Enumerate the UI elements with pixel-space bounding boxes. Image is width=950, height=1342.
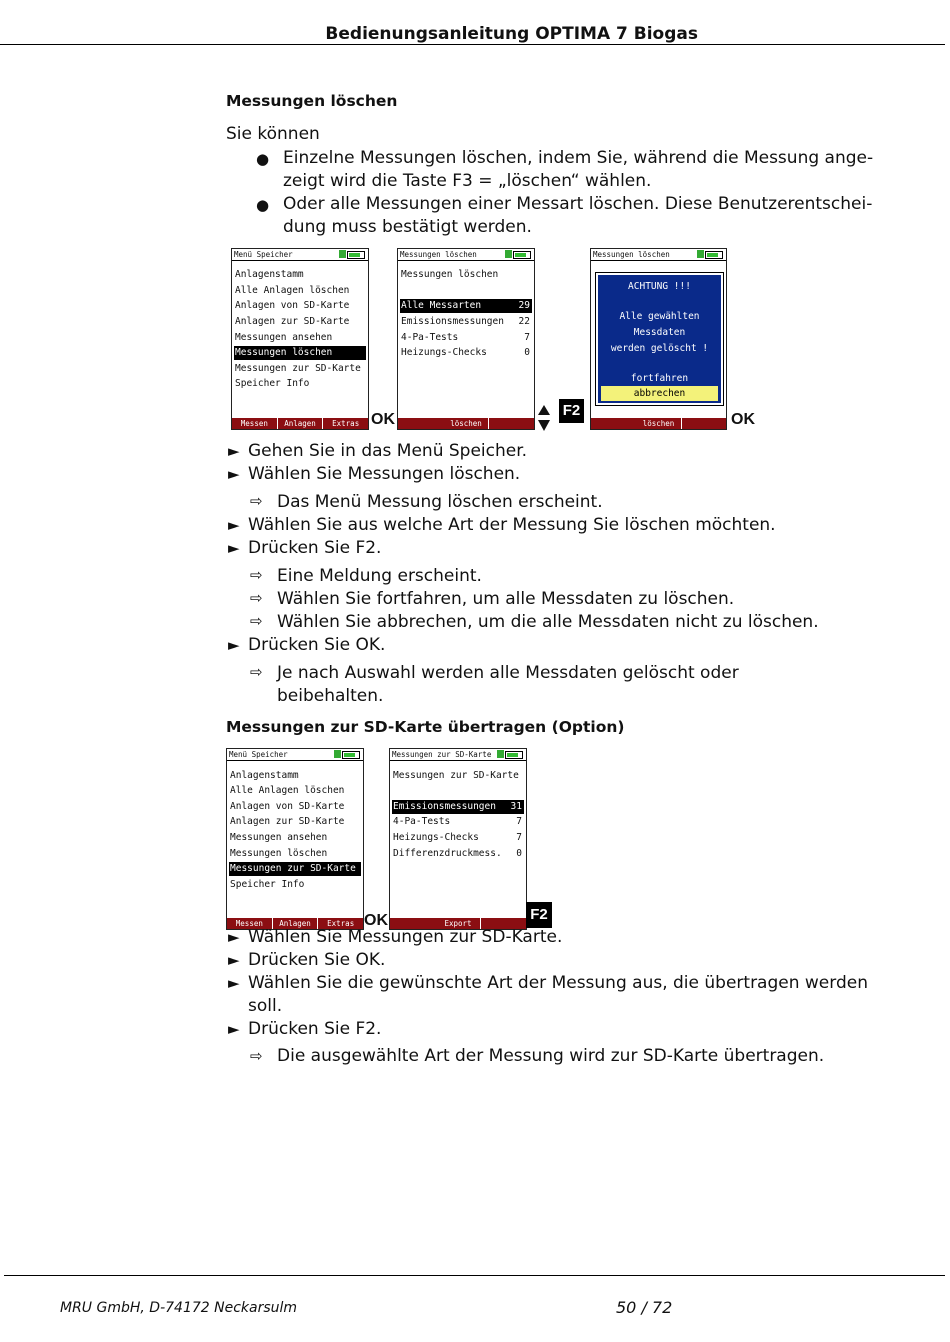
option-continue[interactable]: fortfahren [630, 373, 689, 384]
dialog-title: ACHTUNG !!! [628, 281, 691, 292]
action-arrow-icon: ► [228, 1020, 240, 1038]
battery-icon [347, 251, 365, 259]
bullet-icon: ● [256, 196, 270, 214]
plug-icon [334, 750, 341, 758]
step-text: Wählen Sie die gewünschte Art der Messung aus, die übertragen werden [248, 973, 868, 993]
result-arrow-icon: ⇨ [250, 663, 263, 681]
list-item[interactable] [392, 847, 524, 861]
item-label: Emissionsmessungen [401, 316, 504, 327]
footer-rule [4, 1275, 945, 1276]
list-item-selected[interactable] [392, 800, 524, 814]
item-label: Heizungs-Checks [401, 347, 487, 358]
item-count: 7 [524, 332, 530, 343]
device-screen-warning [590, 248, 727, 430]
result-text: Wählen Sie abbrechen, um die alle Messdaten nicht zu löschen. [277, 612, 819, 632]
function-key-bar [232, 418, 368, 429]
bullet-icon: ● [256, 150, 270, 168]
screen-subtitle: Messungen löschen [401, 269, 499, 280]
menu-item[interactable]: Anlagen von SD-Karte [230, 801, 345, 812]
plug-icon [339, 250, 346, 258]
item-label: 4-Pa-Tests [401, 332, 459, 343]
battery-icon [505, 751, 523, 759]
bullet-line: zeigt wird die Taste F3 = „löschen“ wählen. [283, 171, 652, 191]
battery-icon [705, 251, 723, 259]
screen-subtitle: Messungen zur SD-Karte [393, 770, 519, 781]
item-label: 4-Pa-Tests [393, 816, 451, 827]
step-text: Wählen Sie Messungen zur SD-Karte. [248, 927, 563, 947]
step-text: Wählen Sie aus welche Art der Messung Sie löschen möchten. [248, 515, 776, 535]
step-text: Wählen Sie Messungen löschen. [248, 464, 521, 484]
item-count: 29 [518, 300, 530, 311]
action-arrow-icon: ► [228, 974, 240, 992]
section-heading: Messungen zur SD-Karte übertragen (Option) [226, 718, 625, 736]
menu-item[interactable]: Anlagen von SD-Karte [235, 300, 350, 311]
document-title: Bedienungsanleitung OPTIMA 7 Biogas [325, 24, 698, 44]
device-screen-messungen-sd [389, 748, 527, 930]
result-text: Die ausgewählte Art der Messung wird zur SD-Karte übertragen. [277, 1046, 825, 1066]
section-heading: Messungen löschen [226, 92, 398, 110]
list-item[interactable] [400, 346, 532, 360]
item-count: 0 [524, 347, 530, 358]
fkey-f2[interactable]: Anlagen [278, 418, 324, 429]
menu-item[interactable]: Anlagenstamm [235, 269, 304, 280]
action-arrow-icon: ► [228, 928, 240, 946]
item-count: 22 [518, 316, 530, 327]
menu-item[interactable]: Messungen zur SD-Karte [235, 363, 361, 374]
fkey-f2[interactable]: löschen [636, 418, 681, 429]
page-number: 50 / 72 [616, 1298, 673, 1317]
fkey-f1[interactable]: Messen [227, 918, 273, 929]
fkey-f2[interactable]: Anlagen [273, 918, 319, 929]
list-item[interactable] [392, 815, 524, 829]
screen-title: Messungen zur SD-Karte [390, 749, 526, 761]
list-item[interactable] [392, 831, 524, 845]
action-arrow-icon: ► [228, 951, 240, 969]
up-down-arrows-icon [537, 404, 551, 432]
fkey-f3[interactable]: Extras [327, 919, 355, 928]
screen-title: Messungen löschen [591, 249, 726, 261]
menu-item-selected[interactable]: Messungen zur SD-Karte [229, 862, 361, 876]
screen-title: Menü Speicher [227, 749, 363, 761]
result-arrow-icon: ⇨ [250, 566, 263, 584]
dialog-text: Alle gewählten [619, 311, 700, 322]
list-item[interactable] [400, 331, 532, 345]
screen-title: Messungen löschen [398, 249, 534, 261]
fkey-f2[interactable]: Export [436, 918, 482, 929]
item-count: 7 [516, 816, 522, 827]
fkey-f3[interactable]: Extras [332, 419, 360, 428]
item-label: Alle Messarten [401, 300, 482, 311]
bullet-line: Einzelne Messungen löschen, indem Sie, während die Messung ange- [283, 148, 874, 168]
f2-key-label: F2 [559, 399, 584, 423]
menu-item[interactable]: Messungen ansehen [230, 832, 328, 843]
header-rule [0, 44, 945, 45]
result-arrow-icon: ⇨ [250, 612, 263, 630]
bullet-line: Oder alle Messungen einer Messart löschen. Diese Benutzerentschei- [283, 194, 873, 214]
dialog-text: Messdaten [633, 327, 686, 338]
screen-title: Menü Speicher [232, 249, 368, 261]
item-count: 7 [516, 832, 522, 843]
menu-item[interactable]: Messungen ansehen [235, 332, 333, 343]
plug-icon [505, 250, 512, 258]
result-text: beibehalten. [277, 686, 384, 706]
list-item[interactable] [400, 315, 532, 329]
menu-item[interactable]: Alle Anlagen löschen [230, 785, 345, 796]
step-text: Drücken Sie F2. [248, 538, 382, 558]
step-text: Drücken Sie F2. [248, 1019, 382, 1039]
footer-company: MRU GmbH, D-74172 Neckarsulm [60, 1300, 298, 1316]
ok-key-label: OK [364, 912, 388, 929]
action-arrow-icon: ► [228, 442, 240, 460]
warning-dialog [596, 273, 723, 405]
action-arrow-icon: ► [228, 465, 240, 483]
menu-item-selected[interactable]: Messungen löschen [234, 346, 366, 360]
menu-item[interactable]: Messungen löschen [230, 848, 328, 859]
result-arrow-icon: ⇨ [250, 589, 263, 607]
dialog-text: werden gelöscht ! [610, 343, 709, 354]
menu-item[interactable]: Anlagen zur SD-Karte [230, 816, 345, 827]
battery-icon [342, 751, 360, 759]
fkey-f1[interactable]: Messen [232, 418, 278, 429]
function-key-bar [591, 418, 726, 429]
action-arrow-icon: ► [228, 516, 240, 534]
action-arrow-icon: ► [228, 636, 240, 654]
item-label: Emissionsmessungen [393, 801, 496, 812]
f2-key-label: F2 [526, 902, 552, 928]
function-key-bar [398, 418, 534, 429]
menu-item[interactable]: Speicher Info [230, 879, 305, 890]
bullet-line: dung muss bestätigt werden. [283, 217, 532, 237]
action-arrow-icon: ► [228, 539, 240, 557]
menu-item[interactable]: Speicher Info [235, 378, 310, 389]
result-arrow-icon: ⇨ [250, 1047, 263, 1065]
list-item-selected[interactable] [400, 299, 532, 313]
result-text: Wählen Sie fortfahren, um alle Messdaten zu löschen. [277, 589, 735, 609]
intro-text: Sie können [226, 124, 320, 144]
plug-icon [497, 750, 504, 758]
step-text: soll. [248, 996, 283, 1016]
menu-item[interactable]: Alle Anlagen löschen [235, 285, 350, 296]
menu-item[interactable]: Anlagen zur SD-Karte [235, 316, 350, 327]
result-arrow-icon: ⇨ [250, 492, 263, 510]
option-cancel-selected[interactable]: abbrechen [601, 386, 718, 401]
result-text: Das Menü Messung löschen erscheint. [277, 492, 603, 512]
step-text: Gehen Sie in das Menü Speicher. [248, 441, 528, 461]
step-text: Drücken Sie OK. [248, 635, 386, 655]
fkey-f2[interactable]: löschen [444, 418, 490, 429]
ok-key-label: OK [731, 411, 755, 428]
plug-icon [697, 250, 704, 258]
result-text: Eine Meldung erscheint. [277, 566, 482, 586]
battery-icon [513, 251, 531, 259]
menu-item[interactable]: Anlagenstamm [230, 770, 299, 781]
ok-key-label: OK [371, 411, 395, 428]
item-label: Differenzdruckmess. [393, 848, 502, 859]
device-screen-menu-speicher [231, 248, 369, 430]
step-text: Drücken Sie OK. [248, 950, 386, 970]
item-label: Heizungs-Checks [393, 832, 479, 843]
item-count: 0 [516, 848, 522, 859]
result-text: Je nach Auswahl werden alle Messdaten gelöscht oder [277, 663, 739, 683]
device-screen-messungen-loeschen [397, 248, 535, 430]
item-count: 31 [510, 801, 522, 812]
device-screen-menu-speicher [226, 748, 364, 930]
